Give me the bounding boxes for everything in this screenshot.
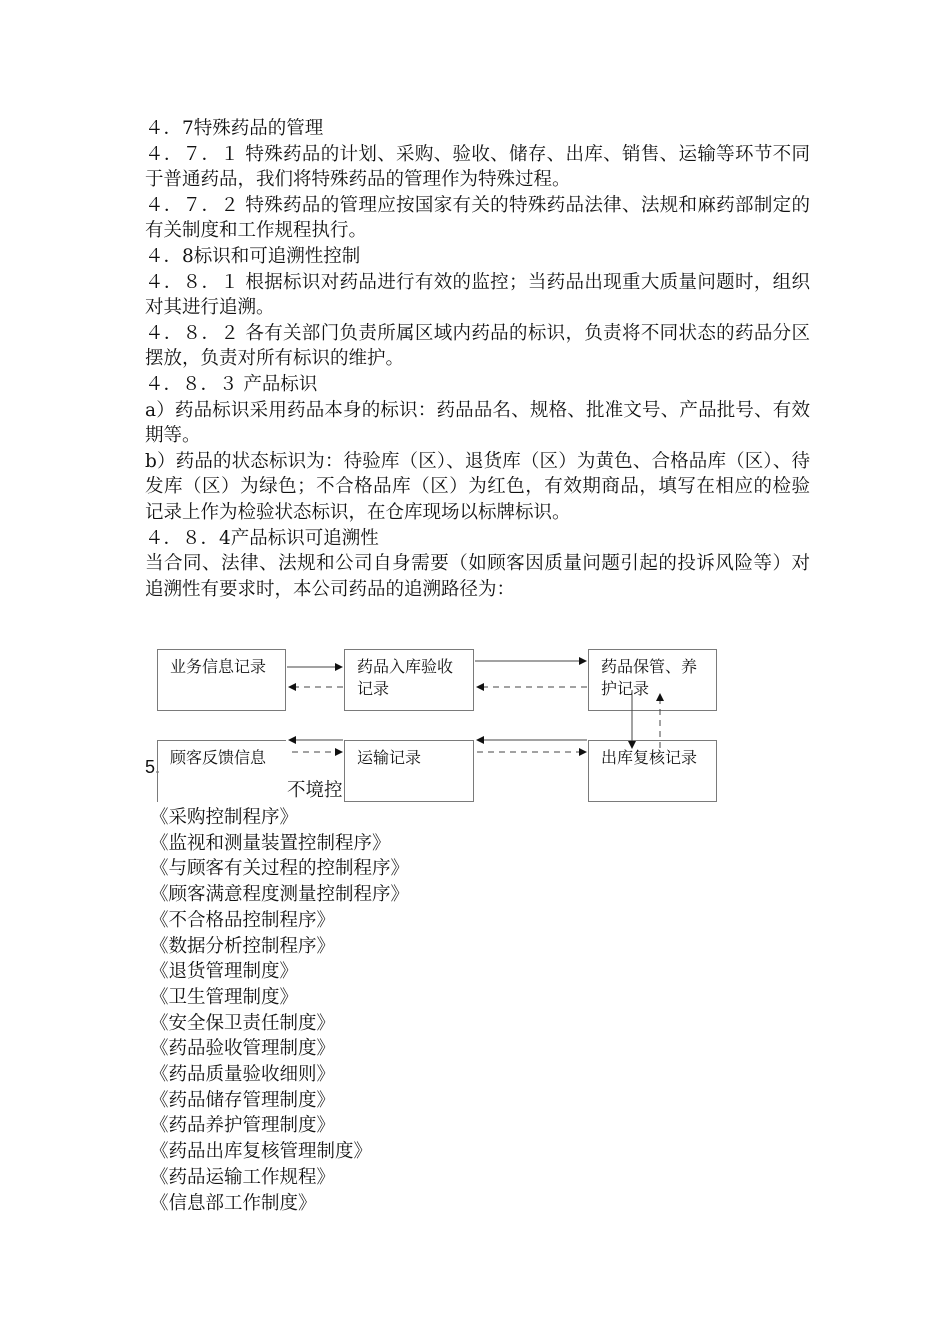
doc-item: 《药品养护管理制度》 [150,1115,336,1137]
document-body [145,116,810,602]
doc-item: 《药品储存管理制度》 [150,1089,336,1111]
section-number-5: 5. [145,757,161,777]
doc-item: 《药品出库复核管理制度》 [150,1141,373,1163]
paragraph-item-b: b）药品的状态标识为：待验库（区）、退货库（区）为黄色、合格品库（区）、待发库（区）为绿色；不合格品库（区）为红色，有效期商品，填写在相应的检验记录上作为检验状态标识，在仓库现场以标牌标识。 [145,450,810,523]
paragraph-4-8-1: ４．８．１ 根据标识对药品进行有效的监控；当药品出现重大质量问题时，组织对其进行追溯。 [145,271,810,319]
flow-box-customer-feedback [157,740,286,802]
doc-item: 《监视和测量装置控制程序》 [150,832,391,854]
doc-item: 《信息部工作制度》 [150,1192,317,1214]
flow-label-receiving-inspection: 药品入库验收记录 [357,657,454,698]
flow-label-transport: 运输记录 [357,748,422,767]
flow-label-storage-maintenance: 药品保管、养护记录 [601,657,698,698]
doc-item: 《卫生管理制度》 [150,986,299,1008]
doc-item: 《不合格品控制程序》 [150,909,336,931]
doc-item: 《与顾客有关过程的控制程序》 [150,858,410,880]
flow-box-storage-maintenance [588,649,717,711]
flow-label-business-info: 业务信息记录 [170,657,267,676]
paragraph-4-8-3: ４．８．３ 产品标识 [145,373,318,395]
doc-item: 《药品运输工作规程》 [150,1166,336,1188]
doc-item: 《采购控制程序》 [150,807,299,828]
paragraph-4-8-4: ４．８．4产品标识可追溯性 [145,527,379,549]
doc-item: 《药品验收管理制度》 [150,1038,336,1060]
flow-label-customer-feedback: 顾客反馈信息 [170,748,267,767]
flow-label-outbound-review: 出库复核记录 [601,748,698,767]
section-heading-4-8: ４．8标识和可追溯性控制 [145,245,361,267]
related-documents-list [150,805,409,1216]
section-heading-4-7: ４．7特殊药品的管理 [145,118,324,139]
flow-box-business-info [157,649,286,711]
doc-item: 《安全保卫责任制度》 [150,1012,336,1034]
heading-fragment: 不境控 [287,780,343,801]
paragraph-traceability: 当合同、法律、法规和公司自身需要（如顾客因质量问题引起的投诉风险等）对追溯性有要求时，本公司药品的追溯路径为： [145,553,810,600]
paragraph-4-7-1: ４．７．１ 特殊药品的计划、采购、验收、储存、出库、销售、运输等环节不同于普通药品，我们将特殊药品的管理作为特殊过程。 [145,143,810,191]
flow-box-transport [344,740,474,802]
doc-item: 《药品质量验收细则》 [150,1064,336,1086]
paragraph-item-a: a）药品标识采用药品本身的标识：药品品名、规格、批准文号、产品批号、有效期等。 [145,399,810,447]
paragraph-4-8-2: ４．８．２ 各有关部门负责所属区域内药品的标识，负责将不同状态的药品分区摆放，负责对所有标识的维护。 [145,322,810,370]
flow-box-receiving-inspection [344,649,474,711]
doc-item: 《数据分析控制程序》 [150,935,336,957]
doc-item: 《顾客满意程度测量控制程序》 [150,884,410,906]
flow-box-outbound-review [588,740,717,802]
doc-item: 《退货管理制度》 [150,961,299,983]
paragraph-4-7-2: ４．７．２ 特殊药品的管理应按国家有关的特殊药品法律、法规和麻药部制定的有关制度和工作规程执行。 [145,194,810,242]
